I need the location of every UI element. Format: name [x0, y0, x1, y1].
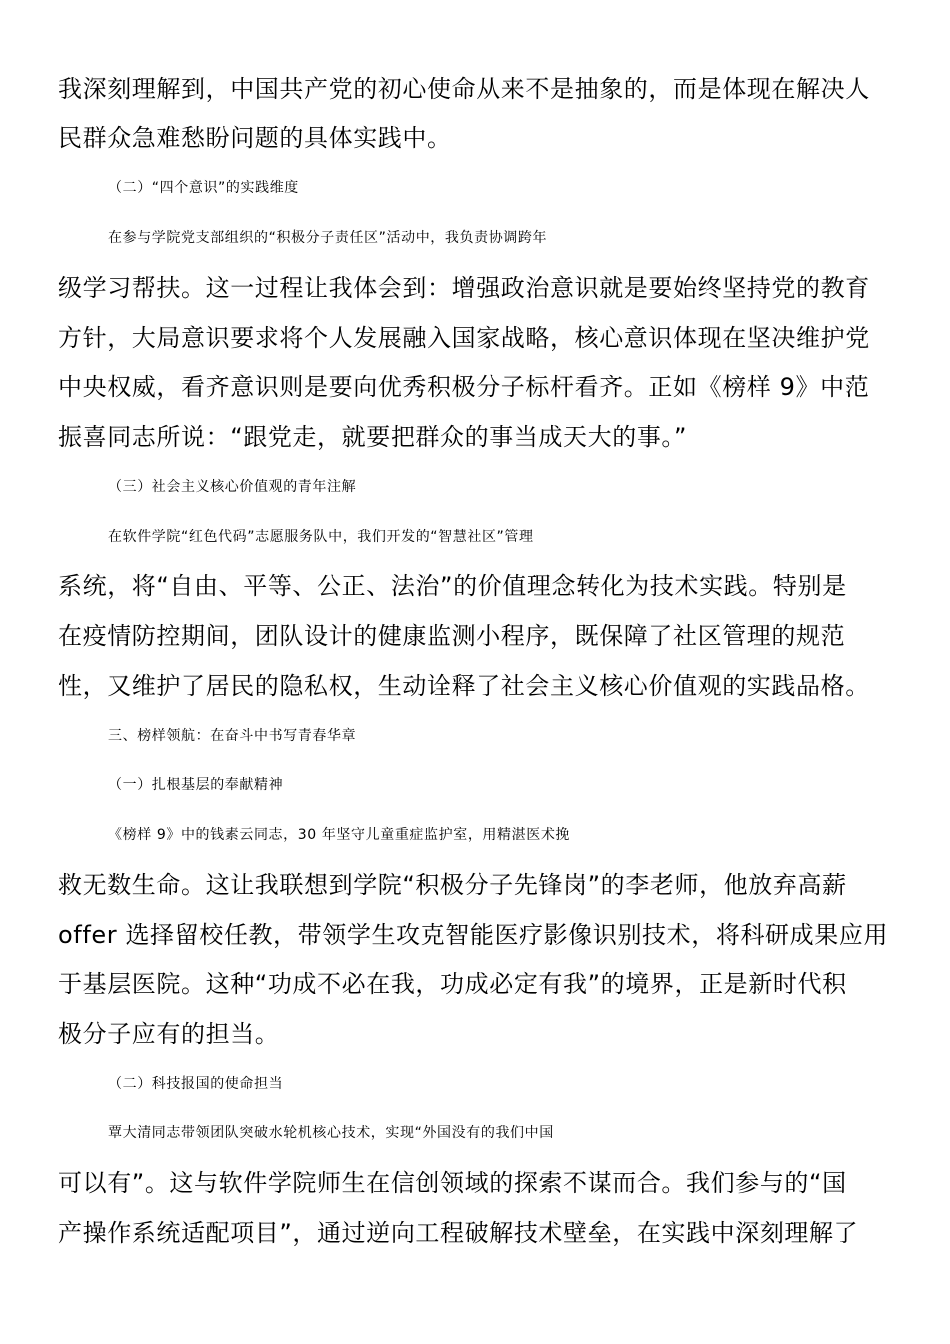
paragraph-line: 《榜样 9》中的钱素云同志，30 年坚守儿童重症监护室，用精湛医术挽 — [108, 827, 571, 843]
paragraph-line: 性，又维护了居民的隐私权，生动诠释了社会主义核心价值观的实践品格。 — [58, 672, 870, 700]
section-heading: （二）科技报国的使命担当 — [108, 1076, 284, 1092]
paragraph-line: 在疫情防控期间，团队设计的健康监测小程序，既保障了社区管理的规范 — [58, 622, 846, 650]
paragraph-line: 产操作系统适配项目”，通过逆向工程破解技术壁垒，在实践中深刻理解了 — [58, 1219, 859, 1247]
paragraph-line: 振喜同志所说：“跟党走，就要把群众的事当成天大的事。” — [58, 423, 688, 451]
paragraph-line: 覃大清同志带领团队突破水轮机核心技术，实现“外国没有的我们中国 — [108, 1125, 554, 1141]
paragraph-line: 在参与学院党支部组织的“积极分子责任区”活动中，我负责协调跨年 — [108, 230, 548, 246]
section-heading: 三、榜样领航：在奋斗中书写青春华章 — [108, 728, 357, 744]
paragraph-line: 于基层医院。这种“功成不必在我，功成必定有我”的境界，正是新时代积 — [58, 970, 847, 998]
paragraph-line: 级学习帮扶。这一过程让我体会到：增强政治意识就是要始终坚持党的教育 — [58, 274, 870, 302]
paragraph-line: 民群众急难愁盼问题的具体实践中。 — [58, 124, 452, 152]
section-heading: （二）“四个意识”的实践维度 — [108, 180, 299, 196]
paragraph-line: 方针，大局意识要求将个人发展融入国家战略，核心意识体现在坚决维护党 — [58, 324, 870, 352]
paragraph-line: 我深刻理解到，中国共产党的初心使命从来不是抽象的，而是体现在解决人 — [58, 75, 870, 103]
paragraph-line: 极分子应有的担当。 — [58, 1020, 280, 1048]
section-heading: （一）扎根基层的奉献精神 — [108, 777, 284, 793]
paragraph-line: 救无数生命。这让我联想到学院“积极分子先锋岗”的李老师，他放弃高薪 — [58, 871, 847, 899]
section-heading: （三）社会主义核心价值观的青年注解 — [108, 479, 357, 495]
paragraph-line: 系统，将“自由、平等、公正、法治”的价值理念转化为技术实践。特别是 — [58, 572, 847, 600]
paragraph-line: offer 选择留校任教，带领学生攻克智能医疗影像识别技术，将科研成果应用 — [58, 921, 889, 949]
paragraph-line: 中央权威，看齐意识则是要向优秀积极分子标杆看齐。正如《榜样 9》中范 — [58, 373, 870, 401]
paragraph-line: 在软件学院“红色代码”志愿服务队中，我们开发的“智慧社区”管理 — [108, 529, 534, 545]
paragraph-line: 可以有”。这与软件学院师生在信创领域的探索不谋而合。我们参与的“国 — [58, 1169, 847, 1197]
